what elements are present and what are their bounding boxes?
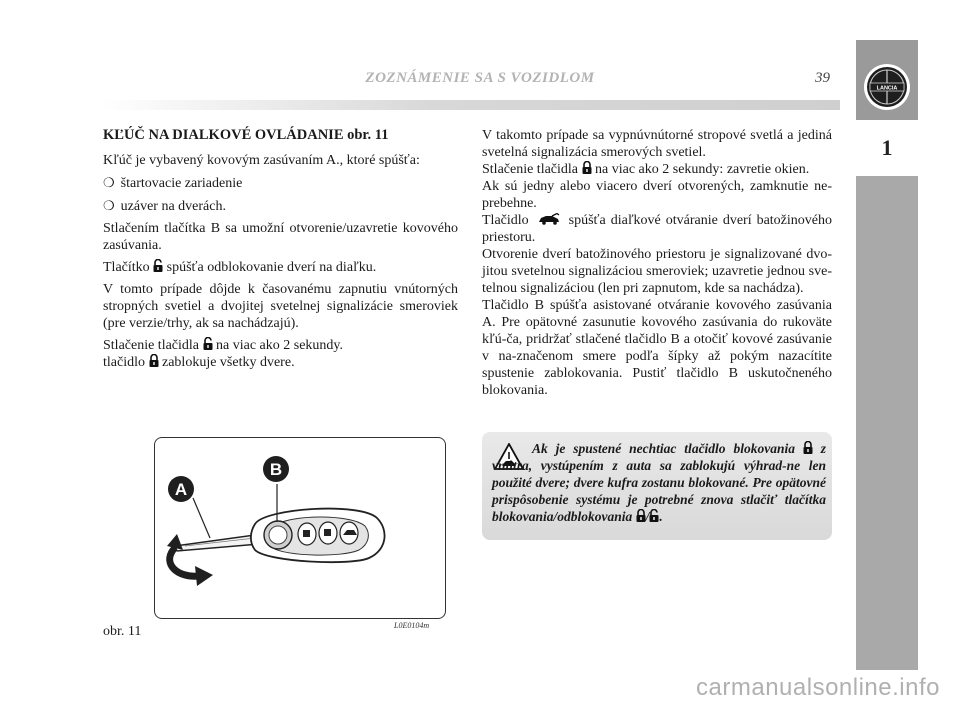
- intro-text: Kľúč je vybavený kovovým zasúvaním A., ktoré spúšťa:: [103, 153, 420, 168]
- text-fragment: tlačidlo: [103, 355, 145, 370]
- callout-b-label: B: [269, 460, 283, 479]
- key-drawing: [155, 438, 447, 620]
- paragraph: [482, 161, 832, 178]
- page-number: 39: [815, 70, 830, 86]
- callout-a-label: A: [174, 480, 188, 499]
- chapter-tab[interactable]: 1: [856, 120, 918, 176]
- text-fragment: z vnútra, vystúpením z auta sa zablokujú výhrad-ne len použité dvere; dvere kufra zostanu blokované. Pre opätovné prispôsobenie systému je potrebné znova stlačiť tlačítka blokovania/odblokovania: [492, 441, 826, 524]
- key-illustration: [154, 437, 446, 619]
- paragraph: Stlačením tlačítka B sa umožní otvorenie/uzavretie kovového zasúvania.: [103, 221, 458, 253]
- paragraph: V tomto prípade dôjde k časovanému zapnutiu vnútorných stropných svetiel a dvojitej svetelnej signalizácie smeroviek (pre verzie/trhy, ak sa nachádzajú).: [103, 282, 458, 331]
- running-header-title: ZOZNÁMENIE SA S VOZIDLOM: [365, 70, 595, 86]
- text-fragment: na viac ako 2 sekundy.: [216, 338, 344, 353]
- right-column: [482, 127, 832, 399]
- lock-icon: [149, 354, 159, 367]
- paragraph: Tlačidlo B spúšťa asistované otváranie kovového zasúvania A. Pre opätovné zasunutie kovového zasúvania do rukoväte kľú-ča, pridržať stlačené tlačidlo B a otočiť kovové zasúvanie v na-značenom smere podľa šípky až pokým nazacítite spustenie zablokovania. Pustiť tlačidlo B uskutočneného blokovania.: [482, 298, 832, 398]
- text-fragment: Stlačenie tlačidla: [103, 338, 200, 353]
- bullet-icon: ❍: [103, 198, 115, 213]
- text-fragment: na viac ako 2 sekundy: zavretie okien.: [595, 162, 810, 177]
- warning-text: Ak je spustené nechtiac tlačidlo blokovania z vnútra, vystúpením z auta sa zablokujú výhrad-ne len použité dvere; dvere kufra zostanu blokované. Pre opätovné prispôsobenie systému je potrebné znova stlačiť tlačítka blokovania/odblokovania / .: [492, 441, 826, 524]
- logo-text: LANCIA: [876, 85, 898, 92]
- text-fragment: Ak je spustené nechtiac tlačidlo blokovania: [532, 441, 795, 456]
- paragraph: V takomto prípade sa vypnúvnútorné stropové svetlá a jediná svetelná signalizácia smerových svetiel.: [482, 128, 832, 160]
- text-fragment: Tlačítko: [103, 260, 150, 275]
- paragraph: Otvorenie dverí batožinového priestoru je signalizované dvo-jitou svetelnou signalizáciou smeroviek; uzavretie jednou sve-telnou signalizáciou (len pri zapnutom, kde sa nachádza).: [482, 247, 832, 296]
- left-column: [103, 127, 458, 376]
- header-rule: [100, 100, 840, 110]
- trunk-open-icon: [538, 213, 560, 225]
- lancia-logo-icon: [862, 62, 912, 112]
- figure-code: L0E0104m: [394, 621, 430, 630]
- unlock-icon: [203, 337, 213, 350]
- paragraph: [103, 337, 458, 354]
- lock-icon: [636, 509, 646, 522]
- bullet-text: štartovacie zariadenie: [120, 176, 243, 191]
- watermark-link[interactable]: carmanualsonline.info: [696, 674, 940, 701]
- text-fragment: spúšťa diaľkové otváranie dverí batožinového priestoru.: [482, 213, 833, 245]
- paragraph: [103, 259, 458, 276]
- unlock-icon: [153, 259, 163, 272]
- text-fragment: Tlačidlo: [482, 213, 529, 228]
- figure-caption: obr. 11: [103, 624, 142, 639]
- text-fragment: spúšťa odblokovanie dverí na diaľku.: [166, 260, 377, 275]
- paragraph: Ak sú jedny alebo viacero dverí otvorených, zamknutie ne-prebehne.: [482, 179, 832, 211]
- bullet-icon: ❍: [103, 175, 115, 190]
- paragraph: [482, 212, 832, 246]
- section-heading: KĽÚČ NA DIALKOVÉ OVLÁDANIE obr. 11: [103, 127, 389, 143]
- text-fragment: Stlačenie tlačidla: [482, 162, 579, 177]
- bullet-item: [103, 174, 458, 192]
- text-fragment: zablokuje všetky dvere.: [162, 355, 295, 370]
- bullet-text: uzáver na dverách.: [120, 199, 226, 214]
- paragraph: [103, 354, 458, 371]
- bullet-item: [103, 197, 458, 215]
- lock-icon: [803, 441, 813, 454]
- lock-icon: [582, 161, 592, 174]
- text-fragment: .: [659, 509, 663, 524]
- unlock-icon: [649, 509, 659, 522]
